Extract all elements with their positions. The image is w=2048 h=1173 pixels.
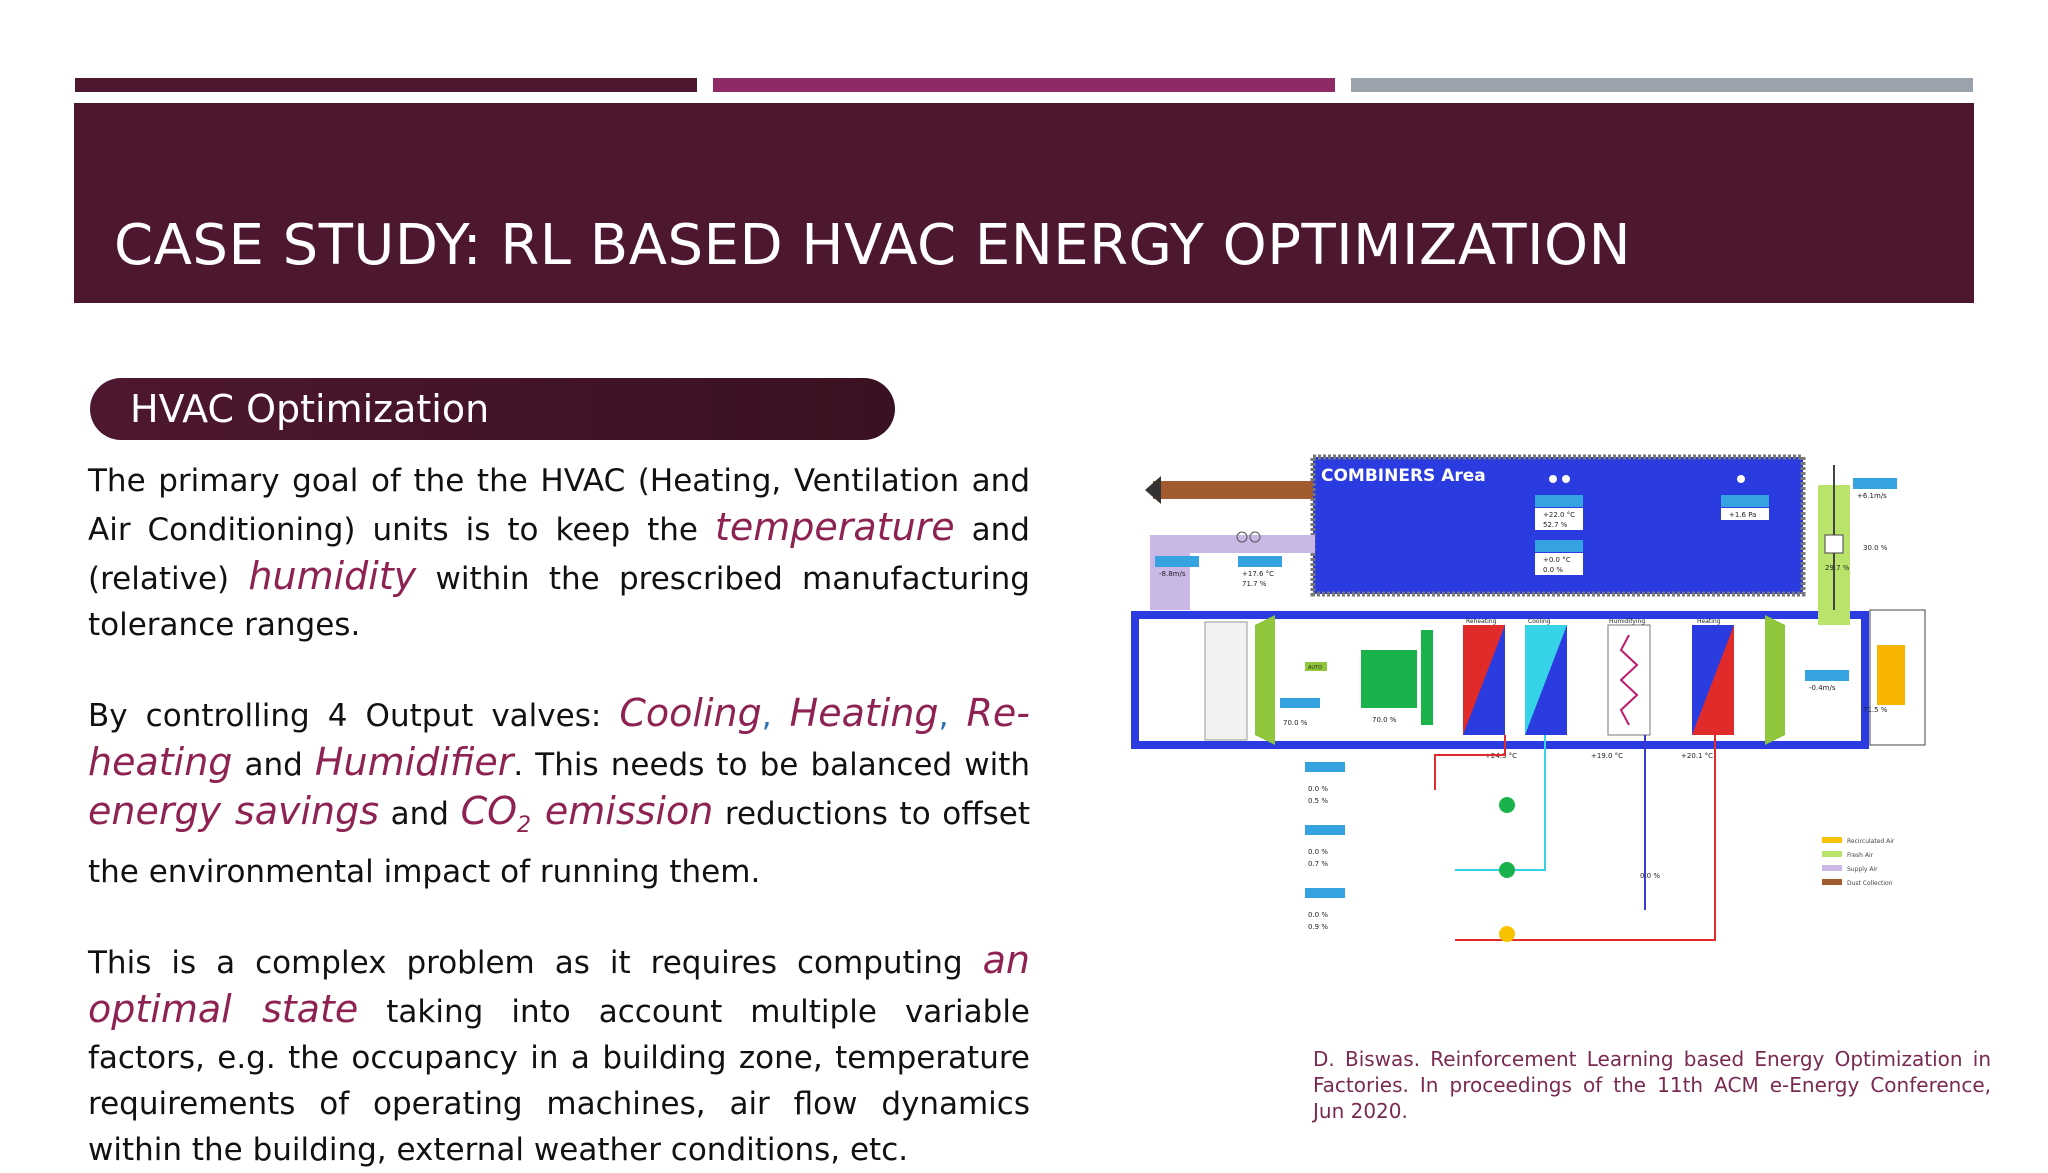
text-span: reductions to offset the environmental impact of running them. [88,796,1030,890]
emphasis-co2: CO [460,789,518,833]
readout-value: 70.0 % [1283,719,1308,727]
emphasis-humidity: humidity [248,554,417,598]
readout-value: +22.0 °C [1543,511,1576,519]
text-span: . This needs to be balanced with [513,747,1031,783]
fan-icon [1421,630,1433,725]
text-span: within the prescribed manufacturing tolerance ranges. [88,561,1030,643]
emphasis-cooling: Cooling [619,691,762,735]
title-band [74,103,1974,303]
readout-value: 71.7 % [1242,580,1267,588]
readout-value: -0.4m/s [1809,684,1836,692]
readout-value: 0.0 % [1308,911,1329,919]
sensor-dot [1737,475,1745,483]
sensor-tag [1280,698,1320,708]
legend-label: Dust Collection [1847,880,1893,887]
emphasis-emission: emission [531,789,714,833]
sensor-tag [1155,556,1199,567]
sensor-tag [1305,888,1345,898]
page-title: CASE STUDY: RL BASED HVAC ENERGY OPTIMIZATION [114,213,1632,278]
readout-value: 0.7 % [1308,860,1329,868]
emphasis-humidifier: Humidifier [314,740,514,784]
legend-label: Supply Air [1847,866,1878,873]
legend-label: Fresh Air [1847,852,1874,859]
sensor-tag [1805,670,1849,681]
accent-bar-right [1351,78,1973,92]
readout-value: 52.7 % [1543,521,1568,529]
sensor-dot [1549,475,1557,483]
readout-value: +24.3 °C [1485,752,1518,760]
text-span: The primary goal of the the HVAC (Heating, Ventilation and Air Conditioning) units is to keep the [88,463,1030,548]
supply-duct [1150,535,1315,553]
section-heading: HVAC Optimization [130,387,490,431]
legend-swatch [1822,879,1842,885]
hvac-diagram [1125,450,1935,960]
auto-button-label: AUTO [1308,665,1323,671]
coil-label: Heating [1697,618,1721,625]
citation: D. Biswas. Reinforcement Learning based Energy Optimization in Factories. In proceedings of the 11th ACM e-Energy Conference, Jun 2020. [1313,1047,1991,1123]
flow-arrow-icon [1145,476,1161,504]
readout-value: 71.5 % [1863,706,1888,714]
pump-icon [1499,797,1515,813]
section-heading-pill [90,378,895,440]
damper-icon [1765,615,1785,745]
comma: , [938,698,949,734]
readout-value: +6.1m/s [1857,492,1887,500]
damper-icon [1255,615,1275,745]
supply-fan-icon [1877,645,1905,705]
coil-label: Humidifying [1609,618,1646,625]
readout-value: +0.0 °C [1543,556,1571,564]
text-span: and [232,747,315,783]
emphasis-heating: Heating [789,691,939,735]
legend-label: Recirculated Air [1847,838,1895,845]
readout-value: 0.0 % [1640,872,1661,880]
fan-motor-icon [1361,650,1417,708]
comma: , [761,698,772,734]
coil-label: Reheating [1466,618,1497,625]
body-text [88,458,1030,1173]
sensor-tag [1721,495,1769,507]
readout-value: 29.7 % [1825,564,1850,572]
sensor-tag [1535,540,1583,552]
text-span: This is a complex problem as it requires computing [88,945,983,981]
accent-bar-left [75,78,697,92]
readout-value: 0.5 % [1308,797,1329,805]
coil-label: Cooling [1528,618,1551,625]
paragraph-goal [88,458,1030,648]
legend-swatch [1822,865,1842,871]
co2-subscript: 2 [517,813,532,838]
sensor-tag [1305,825,1345,835]
sensor-tag [1238,556,1282,567]
filter-section [1205,622,1247,740]
sensor-dot [1562,475,1570,483]
text-span: and (relative) [88,512,1030,597]
sensor-tag [1535,495,1583,507]
paragraph-complexity [88,937,1030,1173]
paragraph-valves [88,690,1030,895]
readout-value: 30.0 % [1863,544,1888,552]
combiners-area-label: COMBINERS Area [1321,466,1486,486]
sensor-tag [1305,762,1345,772]
readout-value: +1.6 Pa [1729,511,1757,519]
humidifier-section [1608,625,1650,735]
readout-value: 0.0 % [1308,848,1329,856]
pump-icon [1499,926,1515,942]
readout-value: +19.0 °C [1591,752,1624,760]
accent-bar-middle [713,78,1335,92]
readout-value: +17.6 °C [1242,570,1275,578]
readout-value: 70.0 % [1372,716,1397,724]
emphasis-temperature: temperature [714,505,955,549]
legend-swatch [1822,837,1842,843]
readout-value: -8.8m/s [1159,570,1186,578]
legend-swatch [1822,851,1842,857]
text-span: By controlling 4 Output valves: [88,698,620,734]
emphasis-reheating: Re-heating [88,691,1030,784]
text-span: taking into account multiple variable factors, e.g. the occupancy in a building zone, temperature requirements of operating machines, air flow dynamics within the building, external weather conditions, etc. [88,994,1030,1168]
emphasis-optimal-state: an optimal state [88,938,1030,1031]
pump-icon [1499,862,1515,878]
damper-actuator [1825,535,1843,553]
readout-value: +20.1 °C [1681,752,1714,760]
pipe-line [1455,735,1715,940]
emphasis-energy-savings: energy savings [88,789,380,833]
sensor-tag [1853,478,1897,489]
exhaust-duct [1153,481,1313,499]
text-span: and [379,796,461,832]
readout-value: 0.0 % [1543,566,1564,574]
readout-value: 0.0 % [1308,785,1329,793]
readout-value: 0.9 % [1308,923,1329,931]
